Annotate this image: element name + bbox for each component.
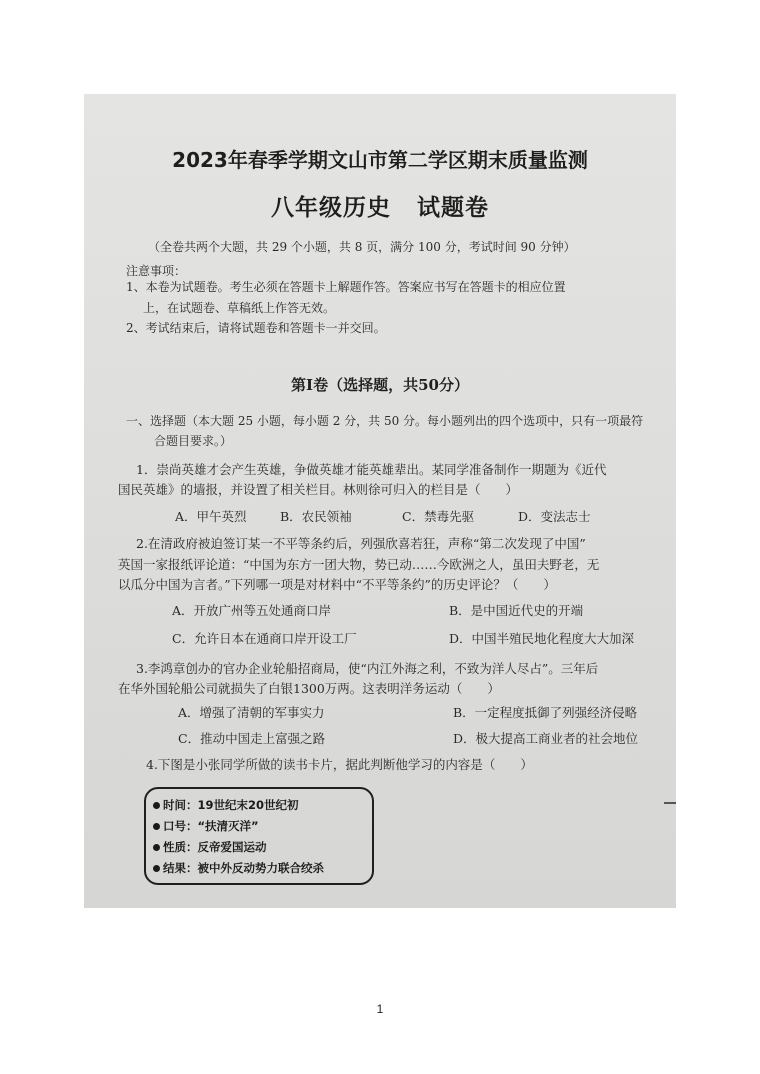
note-1-line-1: 1、本卷为试题卷。考生必须在答题卡上解题作答。答案应书写在答题卡的相应位置 <box>126 280 566 294</box>
page-number: 1 <box>376 1002 384 1016</box>
bullet-icon <box>153 823 160 830</box>
q1-option-a: A．甲午英烈 <box>175 509 247 524</box>
q3-line-2: 在华外国轮船公司就损失了白银1300万两。这表明洋务运动（ ） <box>118 681 500 696</box>
bullet-icon <box>153 844 160 851</box>
q2-line-2: 英国一家报纸评论道：“中国为东方一团大物，势已动……今欧洲之人，虽田夫野老，无 <box>118 557 600 572</box>
reading-card <box>144 787 374 885</box>
q3-option-a: A．增强了清朝的军事实力 <box>178 705 325 720</box>
section-intro-line-2: 合题目要求。） <box>154 434 233 448</box>
q2-option-a: A．开放广州等五处通商口岸 <box>172 603 332 618</box>
q2-option-b: B．是中国近代史的开端 <box>449 603 584 618</box>
q2-option-c: C．允许日本在通商口岸开设工厂 <box>172 631 357 646</box>
exam-info: （全卷共两个大题，共 29 个小题，共 8 页，满分 100 分，考试时间 90 分钟） <box>148 240 576 254</box>
card-line-slogan: 口号：“扶清灭洋” <box>153 818 259 834</box>
q3-option-b: B．一定程度抵御了列强经济侵略 <box>453 705 638 720</box>
bullet-icon <box>153 865 160 872</box>
exam-photo <box>84 94 676 908</box>
section-intro-line-1: 一、选择题（本大题 25 小题，每小题 2 分，共 50 分。每小题列出的四个选项中，只有一项最符 <box>126 414 644 428</box>
note-2: 2、考试结束后，请将试题卷和答题卡一并交回。 <box>126 321 386 335</box>
note-1-line-2: 上，在试题卷、草稿纸上作答无效。 <box>143 301 336 315</box>
q1-line-1: 1．崇尚英雄才会产生英雄，争做英雄才能英雄辈出。某同学准备制作一期题为《近代 <box>136 462 607 477</box>
q2-option-d: D．中国半殖民地化程度大大加深 <box>449 631 635 646</box>
card-line-time: 时间：19世纪末20世纪初 <box>153 797 299 813</box>
q3-line-1: 3.李鸿章创办的官办企业轮船招商局，使“内江外海之利，不致为洋人尽占”。三年后 <box>136 661 599 676</box>
q3-option-d: D．极大提高工商业者的社会地位 <box>453 731 639 746</box>
q3-option-c: C．推动中国走上富强之路 <box>178 731 326 746</box>
notes-heading: 注意事项： <box>126 264 187 278</box>
edge-mark <box>664 802 676 804</box>
exam-title: 2023年春季学期文山市第二学区期末质量监测 <box>172 148 588 172</box>
subtitle-subject: 八年级历史 <box>271 194 391 221</box>
q1-option-d: D．变法志士 <box>518 509 591 524</box>
q1-option-c: C．禁毒先驱 <box>402 509 475 524</box>
q4-line-1: 4.下图是小张同学所做的读书卡片，据此判断他学习的内容是（ ） <box>146 757 533 772</box>
q2-line-1: 2.在清政府被迫签订某一不平等条约后，列强欣喜若狂，声称“第二次发现了中国” <box>136 536 586 551</box>
exam-subtitle <box>84 189 676 222</box>
bullet-icon <box>153 802 160 809</box>
q1-line-2: 国民英雄》的墙报，并设置了相关栏目。林则徐可归入的栏目是（ ） <box>118 482 519 497</box>
card-line-result: 结果：被中外反动势力联合绞杀 <box>153 860 324 876</box>
q2-line-3: 以瓜分中国为言者。”下列哪一项是对材料中“不平等条约”的历史评论？（ ） <box>118 577 556 592</box>
section-heading: 第Ⅰ卷（选择题，共50分） <box>291 376 469 394</box>
card-line-nature: 性质：反帝爱国运动 <box>153 839 267 855</box>
subtitle-type: 试题卷 <box>417 194 489 221</box>
q1-option-b: B．农民领袖 <box>280 509 352 524</box>
